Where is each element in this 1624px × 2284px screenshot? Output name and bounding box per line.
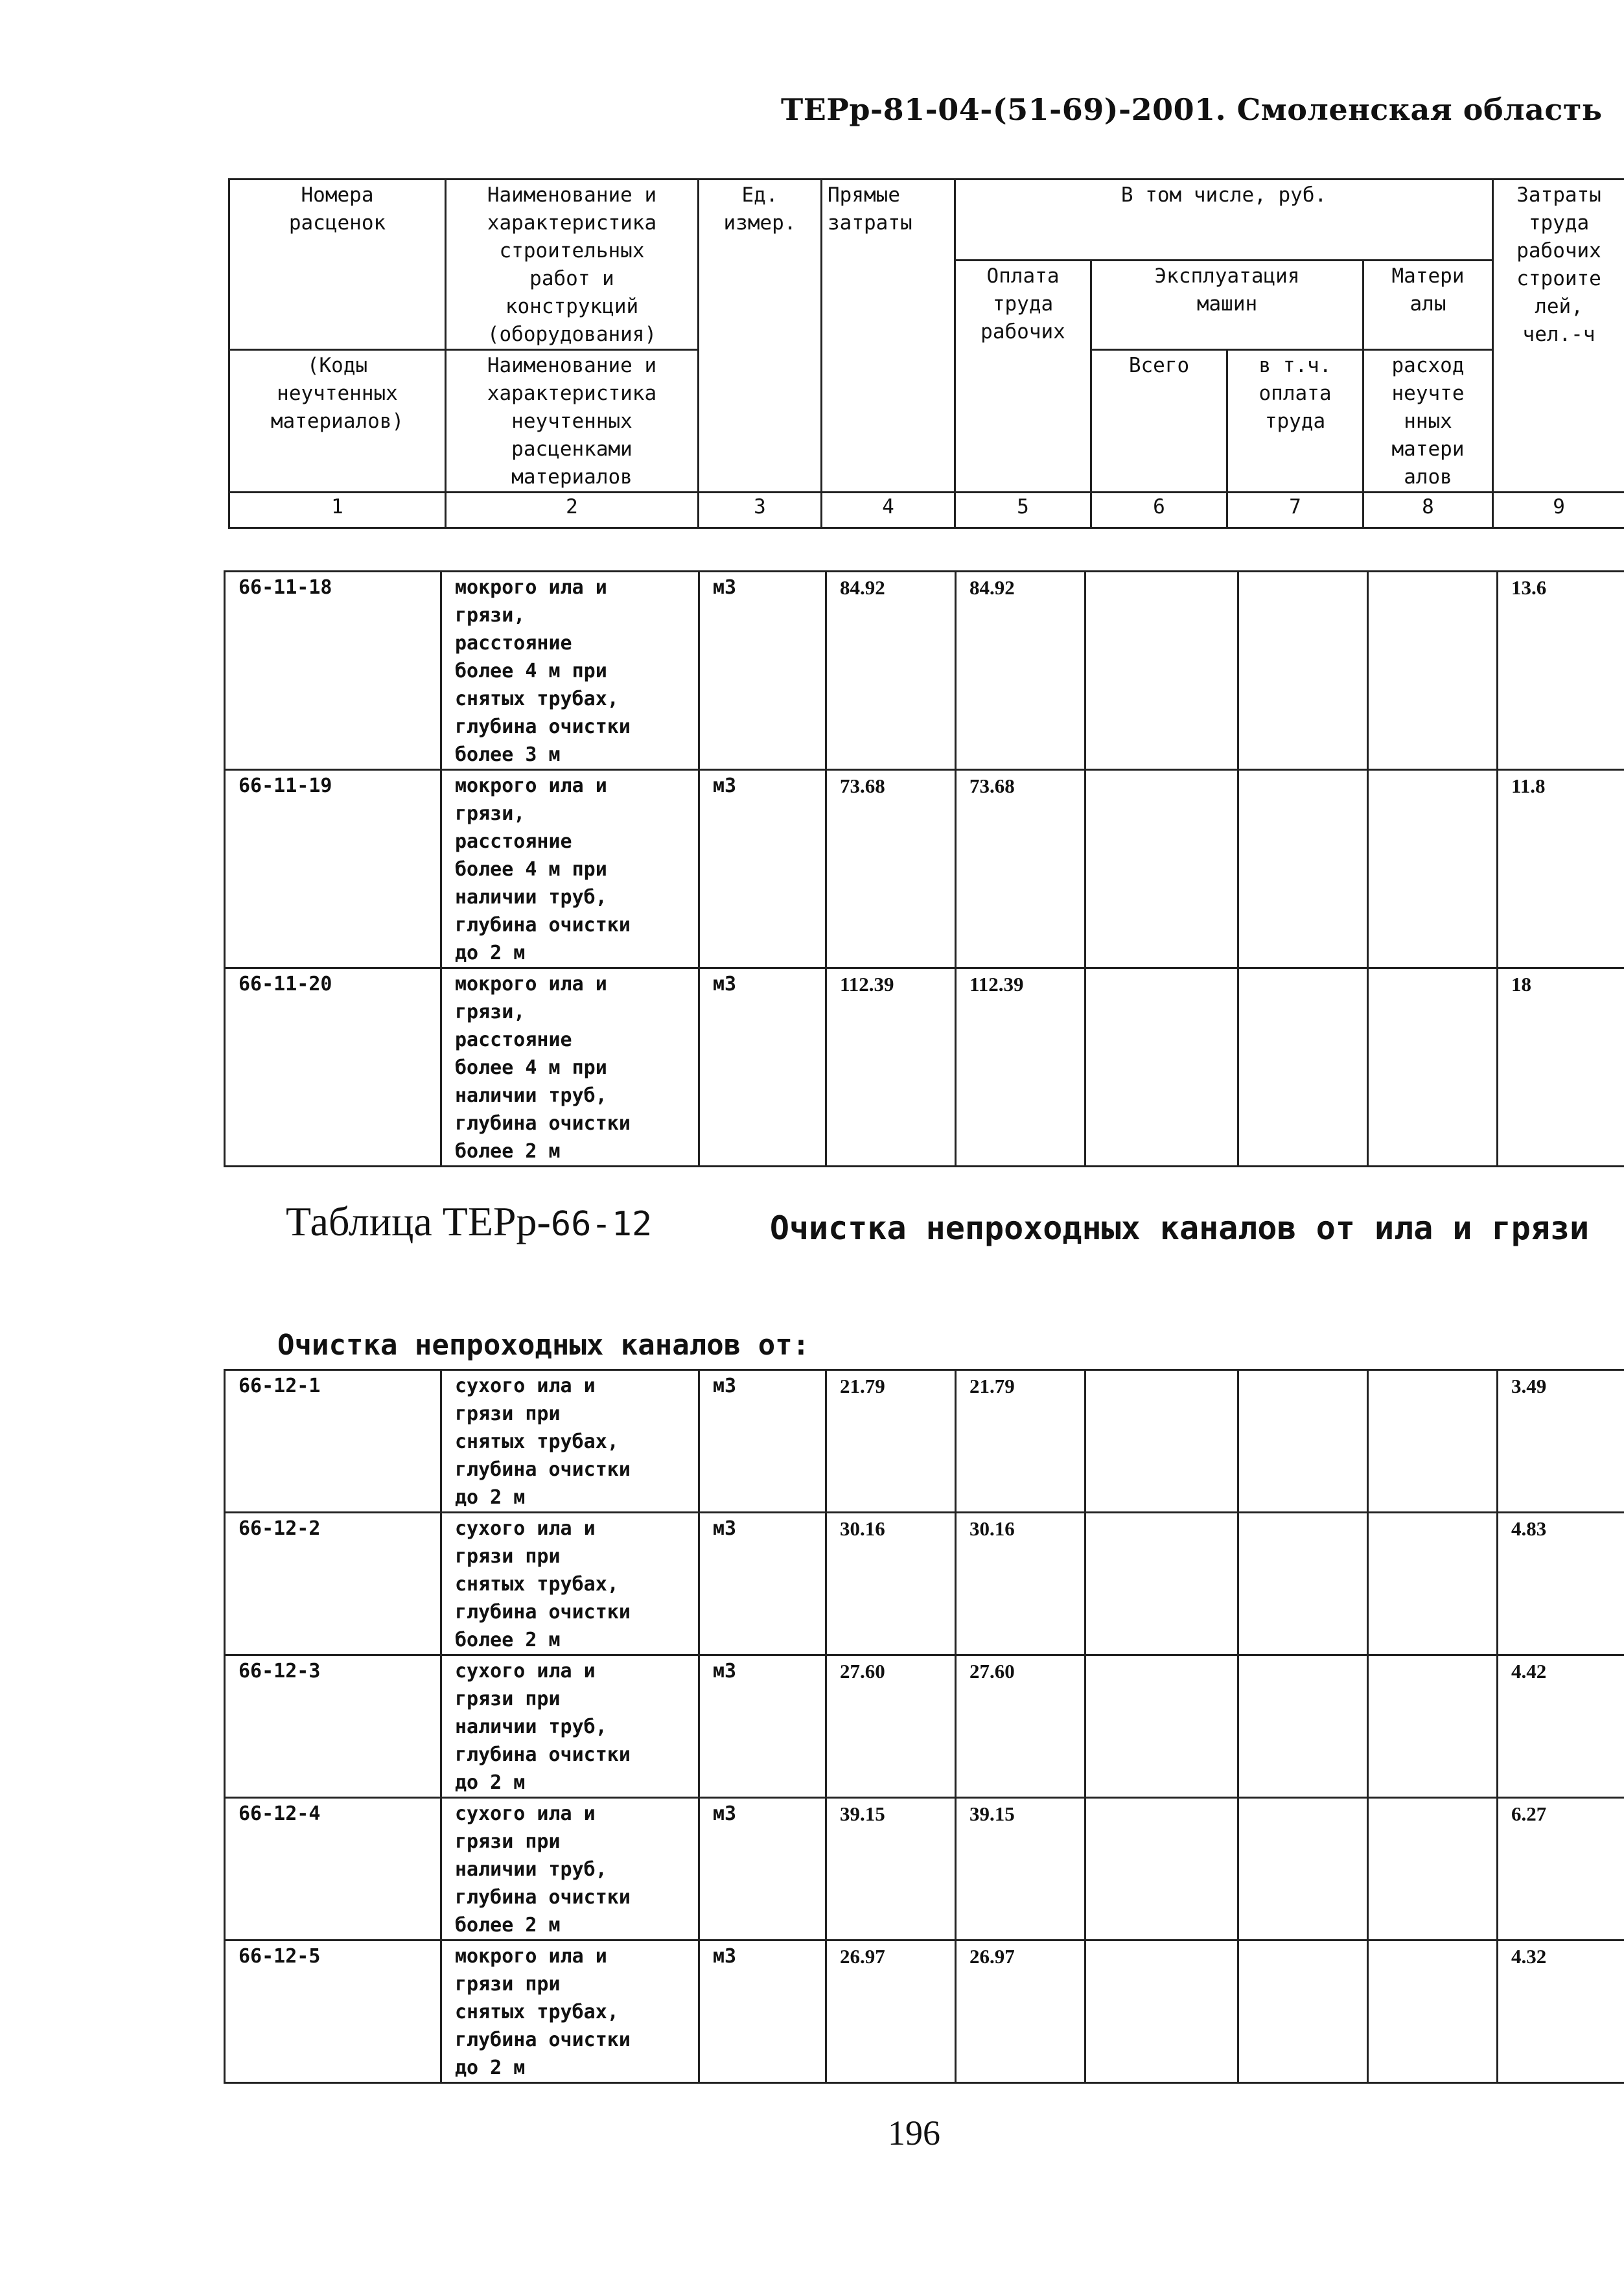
unit: м3: [699, 1798, 826, 1940]
column-number: 4: [822, 493, 955, 528]
header-material-codes: (Коды неучтенных материалов): [229, 350, 446, 493]
labor-hours: 18: [1498, 968, 1624, 1167]
work-description: сухого ила и грязи при снятых трубах, глубина очистки до 2 м: [441, 1370, 699, 1513]
table-description: Очистка непроходных каналов от ила и грязи: [769, 1209, 1590, 1247]
rate-code: 66-11-19: [225, 770, 441, 968]
machines-labor: [1238, 1655, 1368, 1798]
machines-labor: [1238, 770, 1368, 968]
labor-hours: 4.42: [1498, 1655, 1624, 1798]
header-including-group: В том числе, руб.: [955, 180, 1493, 261]
work-description: сухого ила и грязи при наличии труб, глубина очистки более 2 м: [441, 1798, 699, 1940]
machines-total: [1085, 1655, 1238, 1798]
direct-costs: 73.68: [826, 770, 956, 968]
running-header: ТЕРр-81-04-(51-69)-2001. Смоленская область: [781, 92, 1603, 127]
table-row: [225, 968, 1624, 1167]
direct-costs: 112.39: [826, 968, 956, 1167]
column-number: 3: [699, 493, 822, 528]
work-description: мокрого ила и грязи, расстояние более 4 м при наличии труб, глубина очистки до 2 м: [441, 770, 699, 968]
column-number: 2: [446, 493, 699, 528]
table-row: [225, 1798, 1624, 1940]
unit: м3: [699, 572, 826, 770]
unit: м3: [699, 1655, 826, 1798]
unit: м3: [699, 770, 826, 968]
machines-total: [1085, 1940, 1238, 2083]
machines-labor: [1238, 1513, 1368, 1655]
table-title-code: 66-12: [550, 1205, 653, 1244]
section-label: Очистка непроходных каналов от:: [277, 1329, 810, 1362]
labor-pay: 21.79: [956, 1370, 1085, 1513]
header-machines-labor: в т.ч. оплата труда: [1227, 350, 1363, 493]
page-number: 196: [888, 2114, 940, 2152]
machines-total: [1085, 770, 1238, 968]
table-row: [225, 1513, 1624, 1655]
machines-labor: [1238, 1940, 1368, 2083]
labor-hours: 3.49: [1498, 1370, 1624, 1513]
direct-costs: 27.60: [826, 1655, 956, 1798]
work-description: мокрого ила и грязи при снятых трубах, глубина очистки до 2 м: [441, 1940, 699, 2083]
header-unit: Ед. измер.: [699, 180, 822, 493]
header-material-consumption: расход неучте нных матери алов: [1363, 350, 1493, 493]
header-rate-number: Номера расценок: [229, 180, 446, 350]
labor-hours: 4.83: [1498, 1513, 1624, 1655]
machines-total: [1085, 1798, 1238, 1940]
work-description: сухого ила и грязи при снятых трубах, глубина очистки более 2 м: [441, 1513, 699, 1655]
rates-table-66-12: [224, 1369, 1624, 2084]
column-number: 9: [1493, 493, 1624, 528]
direct-costs: 30.16: [826, 1513, 956, 1655]
rate-code: 66-11-18: [225, 572, 441, 770]
table-title-prefix: Таблица ТЕРр-: [286, 1198, 551, 1244]
rate-code: 66-12-1: [225, 1370, 441, 1513]
materials: [1368, 770, 1498, 968]
rates-table-66-11: [224, 570, 1624, 1167]
work-description: сухого ила и грязи при наличии труб, глубина очистки до 2 м: [441, 1655, 699, 1798]
machines-labor: [1238, 1798, 1368, 1940]
labor-pay: 73.68: [956, 770, 1085, 968]
column-number: 6: [1091, 493, 1227, 528]
header-materials: Матери алы: [1363, 261, 1493, 350]
direct-costs: 39.15: [826, 1798, 956, 1940]
unit: м3: [699, 1513, 826, 1655]
rate-code: 66-12-3: [225, 1655, 441, 1798]
machines-total: [1085, 572, 1238, 770]
header-material-names: Наименование и характеристика неучтенных расценками материалов: [446, 350, 699, 493]
header-machines-total: Всего: [1091, 350, 1227, 493]
column-header-table: [228, 178, 1624, 529]
unit: м3: [699, 1940, 826, 2083]
direct-costs: 21.79: [826, 1370, 956, 1513]
direct-costs: 84.92: [826, 572, 956, 770]
labor-hours: 11.8: [1498, 770, 1624, 968]
labor-hours: 4.32: [1498, 1940, 1624, 2083]
header-labor-hours: Затраты труда рабочих строите лей, чел.-ч: [1493, 180, 1624, 493]
column-number: 1: [229, 493, 446, 528]
materials: [1368, 1370, 1498, 1513]
header-work-name: Наименование и характеристика строительных работ и конструкций (оборудования): [446, 180, 699, 350]
unit: м3: [699, 1370, 826, 1513]
labor-pay: 26.97: [956, 1940, 1085, 2083]
work-description: мокрого ила и грязи, расстояние более 4 м при наличии труб, глубина очистки более 2 м: [441, 968, 699, 1167]
work-description: мокрого ила и грязи, расстояние более 4 м при снятых трубах, глубина очистки более 3 м: [441, 572, 699, 770]
labor-pay: 27.60: [956, 1655, 1085, 1798]
labor-pay: 112.39: [956, 968, 1085, 1167]
labor-pay: 30.16: [956, 1513, 1085, 1655]
header-direct-costs: Прямые затраты: [822, 180, 955, 493]
rate-code: 66-12-2: [225, 1513, 441, 1655]
table-title: [286, 1198, 652, 1246]
materials: [1368, 572, 1498, 770]
machines-labor: [1238, 968, 1368, 1167]
materials: [1368, 1655, 1498, 1798]
direct-costs: 26.97: [826, 1940, 956, 2083]
table-row: [225, 1370, 1624, 1513]
materials: [1368, 968, 1498, 1167]
machines-labor: [1238, 1370, 1368, 1513]
header-labor-pay: Оплата труда рабочих: [955, 261, 1091, 493]
table-row: [225, 1655, 1624, 1798]
materials: [1368, 1798, 1498, 1940]
machines-total: [1085, 968, 1238, 1167]
table-row: [225, 1940, 1624, 2083]
table-row: [225, 770, 1624, 968]
rate-code: 66-12-5: [225, 1940, 441, 2083]
materials: [1368, 1513, 1498, 1655]
materials: [1368, 1940, 1498, 2083]
rate-code: 66-12-4: [225, 1798, 441, 1940]
labor-hours: 13.6: [1498, 572, 1624, 770]
machines-labor: [1238, 572, 1368, 770]
column-number: 7: [1227, 493, 1363, 528]
unit: м3: [699, 968, 826, 1167]
header-machine-operation: Эксплуатация машин: [1091, 261, 1363, 350]
column-number: 8: [1363, 493, 1493, 528]
column-number: 5: [955, 493, 1091, 528]
labor-pay: 39.15: [956, 1798, 1085, 1940]
rate-code: 66-11-20: [225, 968, 441, 1167]
table-row: [225, 572, 1624, 770]
labor-hours: 6.27: [1498, 1798, 1624, 1940]
machines-total: [1085, 1513, 1238, 1655]
machines-total: [1085, 1370, 1238, 1513]
labor-pay: 84.92: [956, 572, 1085, 770]
